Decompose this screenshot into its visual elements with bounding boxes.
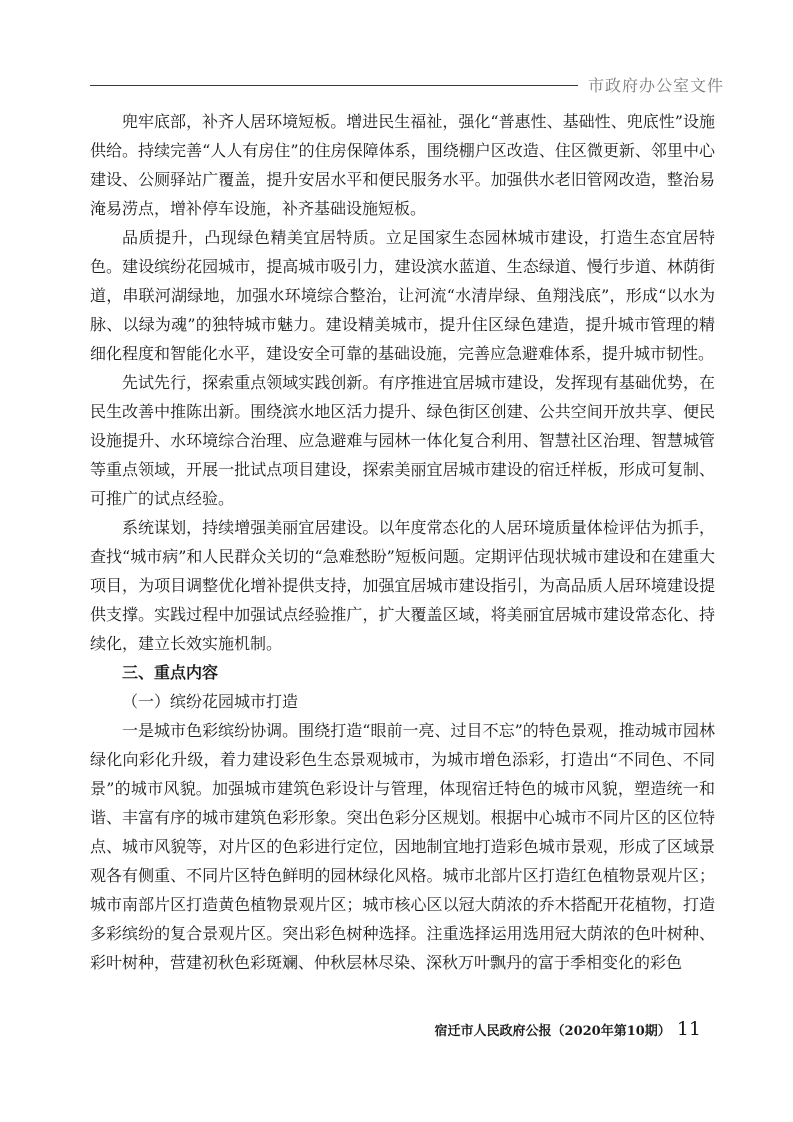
- page-footer: [435, 1018, 701, 1040]
- page-number: 11: [676, 1018, 701, 1040]
- document-body: [90, 107, 715, 977]
- header-divider-line: [90, 85, 578, 86]
- header-title: 市政府办公室文件: [588, 76, 725, 95]
- publication-title: 宿迁市人民政府公报（2020年第10期）: [434, 1024, 671, 1039]
- paragraph-3: 先试先行，探索重点领域实践创新。有序推进宜居城市建设，发挥现有基础优势，在民生改善中推陈出新。围绕滨水地区活力提升、绿色街区创建、公共空间开放共享、便民设施提升、水环境综合治理、应急避难与园林一体化复合利用、智慧社区治理、智慧城管等重点领域，开展一批试点项目建设，探索美丽宜居城市建设的宿迁样板，形成可复制、可推广的试点经验。: [90, 373, 715, 508]
- paragraph-1: 兜牢底部，补齐人居环境短板。增进民生福祉，强化“普惠性、基础性、兜底性”设施供给。持续完善“人人有房住”的住房保障体系，围绕棚户区改造、住区微更新、邻里中心建设、公厕驿站广覆盖，提升安居水平和便民服务水平。加强供水老旧管网改造，整治易淹易涝点，增补停车设施，补齐基础设施短板。: [90, 112, 715, 218]
- section-heading: 三、重点内容: [122, 663, 219, 682]
- paragraph-4: 系统谋划，持续增强美丽宜居建设。以年度常态化的人居环境质量体检评估为抓手，查找“城市病”和人民群众关切的“急难愁盼”短板问题。定期评估现状城市建设和在建重大项目，为项目调整优化增补提供支持，加强宜居城市建设指引，为高品质人居环境建设提供支撑。实践过程中加强试点经验推广，扩大覆盖区域，将美丽宜居城市建设常态化、持续化，建立长效实施机制。: [90, 518, 715, 653]
- paragraph-2: 品质提升，凸现绿色精美宜居特质。立足国家生态园林城市建设，打造生态宜居特色。建设缤纷花园城市，提高城市吸引力，建设滨水蓝道、生态绿道、慢行步道、林荫街道，串联河湖绿地，加强水环境综合整治，让河流“水清岸绿、鱼翔浅底”，形成“以水为脉、以绿为魂”的独特城市魅力。建设精美城市，提升住区绿色建造，提升城市管理的精细化程度和智能化水平，建设安全可靠的基础设施，完善应急避难体系，提升城市韧性。: [90, 228, 715, 363]
- section-subheading: （一）缤纷花园城市打造: [122, 692, 299, 711]
- paragraph-5: 一是城市色彩缤纷协调。围绕打造“眼前一亮、过目不忘”的特色景观，推动城市园林绿化向彩化升级，着力建设彩色生态景观城市，为城市增色添彩，打造出“不同色、不同景”的城市风貌。加强城市建筑色彩设计与管理，体现宿迁特色的城市风貌，塑造统一和谐、丰富有序的城市建筑色彩形象。突出色彩分区规划。根据中心城市不同片区的区位特点、城市风貌等，对片区的色彩进行定位，因地制宜地打造彩色城市景观，形成了区域景观各有侧重、不同片区特色鲜明的园林绿化风格。城市北部片区打造红色植物景观片区；城市南部片区打造黄色植物景观片区；城市核心区以冠大荫浓的乔木搭配开花植物，打造多彩缤纷的复合景观片区。突出彩色树种选择。注重选择运用选用冠大荫浓的色叶树种、彩叶树种，营建初秋色彩斑斓、仲秋层林尽染、深秋万叶飘丹的富于季相变化的彩色: [90, 721, 715, 972]
